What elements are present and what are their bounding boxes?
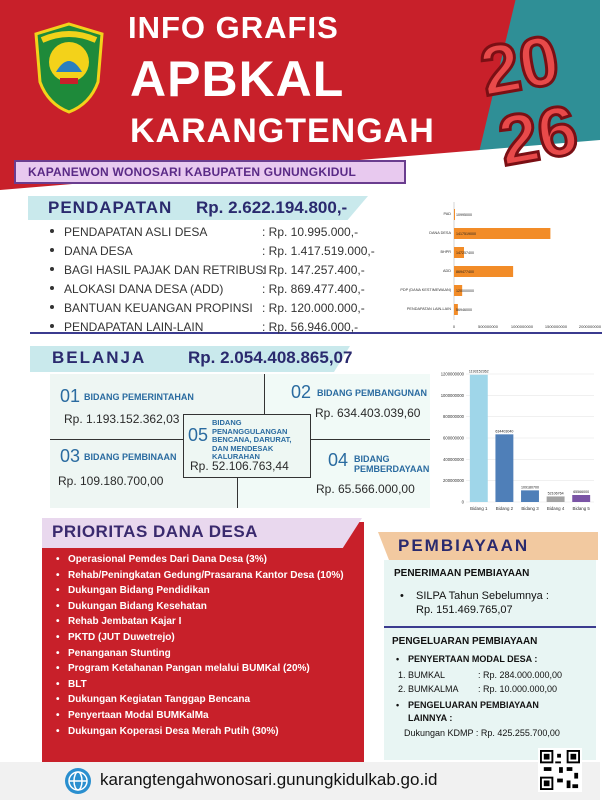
bidang-name: BIDANG PEMBINAAN	[84, 452, 177, 462]
kabupaten-logo	[30, 20, 108, 115]
list-item: • Operasional Pemdes Dari Dana Desa (3%)	[56, 552, 356, 568]
bar	[521, 490, 539, 502]
kdmp-value: Dukungan KDMP : Rp. 425.255.700,00	[404, 728, 560, 738]
bidang-number: 02	[291, 382, 312, 402]
bar	[495, 434, 513, 502]
bidang-name: BIDANG PEMBANGUNAN	[317, 388, 427, 398]
belanja-title: BELANJA	[52, 348, 147, 367]
bidang-value: Rp. 109.180.700,00	[58, 474, 164, 488]
year-top: 20	[474, 20, 565, 111]
divider	[384, 626, 596, 628]
subtitle-bar: KAPANEWON WONOSARI KABUPATEN GUNUNGKIDUL	[14, 160, 406, 184]
year-graphic	[474, 20, 584, 181]
category-label: Bidang 2	[495, 506, 514, 511]
bar	[470, 375, 488, 502]
title-apbkal: APBKAL	[130, 51, 345, 107]
item-value: : Rp. 56.946.000,-	[262, 320, 359, 334]
data-label: 1417519000	[456, 232, 476, 236]
bidang-value: Rp. 1.193.152.362,03	[64, 412, 180, 426]
list-item: • BLT	[56, 677, 356, 693]
item-value: : Rp. 1.417.519.000,-	[262, 244, 375, 258]
item-value: : Rp. 869.477.400,-	[262, 282, 365, 296]
list-item: • Dukungan Bidang Kesehatan	[56, 599, 356, 615]
prioritas-list	[56, 552, 356, 739]
title-karangtengah: KARANGTENGAH	[130, 112, 435, 150]
tick-label: 1200000000	[440, 371, 464, 377]
tick-label: 2000000000	[578, 324, 602, 329]
item-value: : Rp. 120.000.000,-	[262, 301, 365, 315]
bidang-number: 03	[60, 446, 81, 466]
list-item: • PKTD (JUT Duwetrejo)	[56, 630, 356, 646]
category-label: PAD	[443, 212, 451, 216]
bidang-name: BIDANG PEMERINTAHAN	[84, 392, 194, 402]
silpa-label: SILPA Tahun Sebelumnya :	[416, 590, 549, 602]
tick-label: 0	[461, 499, 464, 505]
penerimaan-title: PENERIMAAN PEMBIAYAAN	[394, 568, 530, 579]
list-item: • Rehab/Peningkatan Gedung/Prasarana Kantor Desa (10%)	[56, 568, 356, 584]
pendapatan-list	[50, 223, 390, 337]
tick-label: 0	[452, 324, 456, 329]
modal-title: PENYERTAAN MODAL DESA :	[408, 654, 538, 664]
data-label: 65566000	[573, 490, 590, 495]
item-label: BANTUAN KEUANGAN PROPINSI	[64, 301, 253, 315]
data-label: 56946000	[456, 308, 472, 312]
globe-icon	[64, 767, 92, 795]
data-label: 109180700	[521, 485, 539, 490]
tick-label: 500000000	[477, 324, 499, 329]
modal-item-label: 2. BUMKALMA	[398, 684, 459, 694]
data-label: 634403040	[495, 429, 514, 434]
category-label: PDP (DANA KESTIMEWAAN)	[400, 288, 451, 292]
item-label: DANA DESA	[64, 244, 133, 258]
bidang-value: Rp. 65.566.000,00	[316, 482, 415, 496]
list-item: • Dukungan Koperasi Desa Merah Putih (30%)	[56, 724, 356, 740]
data-label: 1193152362	[468, 369, 489, 374]
list-item: • Dukungan Bidang Pendidikan	[56, 583, 356, 599]
list-item	[50, 280, 390, 299]
pendapatan-bar-chart	[392, 200, 602, 332]
pendapatan-total: Rp. 2.622.194.800,-	[196, 198, 348, 217]
list-item: • Program Ketahanan Pangan melalui BUMKal (20%)	[56, 661, 356, 677]
modal-item-value: : Rp. 284.000.000,00	[478, 670, 563, 680]
category-label: BHPR	[440, 250, 451, 254]
modal-item-label: 1. BUMKAL	[398, 670, 446, 680]
bidang-name: BIDANG PENANGGULANGAN BENCANA, DARURAT, DAN MENDESAK KALURAHAN	[212, 418, 292, 461]
qr-code-icon	[538, 748, 582, 792]
bidang-number: 01	[60, 386, 81, 406]
prioritas-title: PRIORITAS DANA DESA	[52, 522, 258, 541]
tick-label: 1500000000	[544, 324, 568, 329]
list-item: • Dukungan Kegiatan Tanggap Bencana	[56, 692, 356, 708]
list-item: • Rehab Jembatan Kajar I	[56, 614, 356, 630]
tick-label: 600000000	[443, 435, 464, 441]
tick-label: 1000000000	[510, 324, 534, 329]
bar	[572, 495, 590, 502]
data-label: 52106764	[547, 491, 564, 496]
modal-bullet: •	[396, 654, 400, 664]
pembiayaan-title: PEMBIAYAAN	[398, 536, 530, 555]
category-label: DANA DESA	[429, 231, 451, 235]
year-bottom: 26	[492, 90, 584, 181]
bar	[454, 209, 455, 220]
bidang-value: Rp. 634.403.039,60	[315, 406, 421, 420]
pendapatan-title: PENDAPATAN	[48, 198, 173, 217]
category-label: Bidang 4	[546, 506, 565, 511]
belanja-grid	[50, 374, 430, 508]
list-item	[50, 299, 390, 318]
list-item	[50, 318, 390, 337]
item-label: PENDAPATAN ASLI DESA	[64, 225, 208, 239]
lainnya-bullet: •	[396, 700, 400, 710]
category-label: Bidang 5	[572, 506, 590, 511]
category-label: ADD	[442, 269, 451, 273]
bidang-number: 04	[328, 450, 349, 470]
silpa-bullet: •	[400, 590, 404, 602]
tick-label: 1000000000	[440, 392, 464, 398]
category-label: Bidang 3	[521, 506, 539, 511]
data-label: 120000000	[456, 289, 474, 293]
bar	[547, 496, 565, 502]
bidang-number: 05	[188, 425, 209, 445]
data-label: 10995000	[456, 213, 472, 217]
category-label: PENDAPATAN LAIN-LAIN	[406, 307, 451, 311]
item-label: ALOKASI DANA DESA (ADD)	[64, 282, 224, 296]
lainnya-title-1: PENGELUARAN PEMBIAYAAN	[408, 700, 539, 710]
tick-label: 200000000	[443, 478, 464, 484]
data-label: 147257400	[456, 251, 474, 255]
list-item	[50, 223, 390, 242]
list-item: • Penanganan Stunting	[56, 646, 356, 662]
item-value: : Rp. 147.257.400,-	[262, 263, 365, 277]
item-value: : Rp. 10.995.000,-	[262, 225, 359, 239]
list-item	[50, 242, 390, 261]
website-link[interactable]: karangtengahwonosari.gunungkidulkab.go.id	[100, 770, 438, 789]
category-label: Bidang 1	[470, 506, 488, 511]
bidang-value: Rp. 52.106.763,44	[190, 459, 289, 473]
list-item: • Penyertaan Modal BUMKalMa	[56, 708, 356, 724]
data-label: 869477400	[456, 270, 474, 274]
title-info-grafis: INFO GRAFIS	[128, 10, 339, 45]
lainnya-title-2: LAINNYA :	[408, 713, 453, 723]
belanja-total: Rp. 2.054.408.865,07	[188, 348, 353, 367]
belanja-bar-chart	[432, 368, 598, 516]
list-item	[50, 261, 390, 280]
item-label: PENDAPATAN LAIN-LAIN	[64, 320, 204, 334]
bidang-name: BIDANG PEMBERDAYAAN	[354, 454, 430, 474]
pengeluaran-title: PENGELUARAN PEMBIAYAAN	[392, 636, 538, 647]
pembiayaan-section	[384, 560, 596, 760]
item-label: BAGI HASIL PAJAK DAN RETRIBUSI	[64, 263, 267, 277]
tick-label: 400000000	[443, 456, 464, 462]
silpa-value: Rp. 151.469.765,07	[416, 604, 513, 616]
modal-item-value: : Rp. 10.000.000,00	[478, 684, 558, 694]
tick-label: 800000000	[443, 414, 464, 420]
bidang-05-cell	[183, 414, 311, 478]
